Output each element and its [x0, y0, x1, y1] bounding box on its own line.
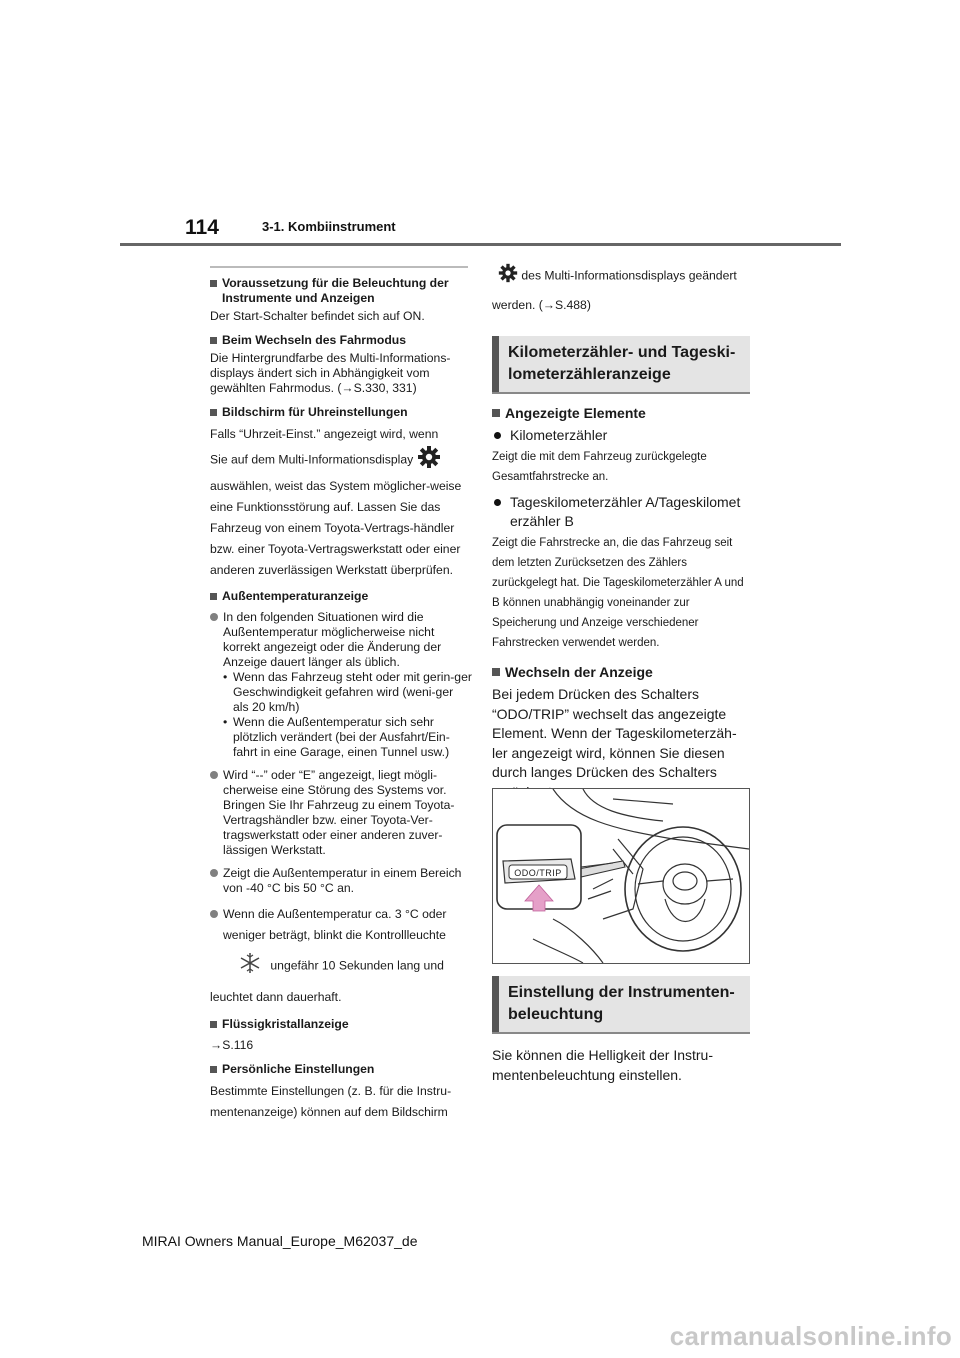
subsection-heading: Außentemperaturanzeige [210, 589, 472, 604]
right-column-lower [492, 976, 750, 1085]
list-item: Wenn die Außentemperatur ca. 3 °C oder weniger beträgt, blinkt die Kontrollleuchte ungefähr 10 Sekunden lang und leuchtet dann dauerhaft. [210, 907, 447, 1004]
section-title: 3-1. Kombiinstrument [262, 219, 396, 234]
paragraph: werden. (→S.488) [492, 298, 591, 312]
circle-bullet-icon [210, 910, 218, 918]
square-bullet-icon [210, 1066, 217, 1073]
subsection-heading: Flüssigkristallanzeige [210, 1017, 472, 1032]
bullet-icon [494, 432, 501, 439]
square-bullet-icon [210, 593, 217, 600]
circle-bullet-icon [210, 613, 218, 621]
subsection-heading: Beim Wechseln des Fahrmodus [210, 333, 472, 348]
header-divider [120, 243, 841, 246]
right-column [492, 260, 750, 802]
subsection-heading: Voraussetzung für die Beleuchtung der Instrumente und Anzeigen [210, 276, 472, 306]
list-item: • Wenn das Fahrzeug steht oder mit gerin-ger Geschwindigkeit gefahren wird (weni-ger als 20 km/h) [223, 670, 472, 714]
section-banner [492, 976, 750, 1034]
paragraph: Bei jedem Drücken des Schalters “ODO/TRIP” wechselt das angezeigte Element. Wenn der Tageskilometerzäh-ler angezeigt wird, können Sie diesen durch langes Drücken des Schalters [492, 686, 737, 780]
left-column [210, 266, 472, 1123]
paragraph: Bestimmte Einstellungen (z. B. für die Instru-mentenanzeige) können auf dem Bildschirm [210, 1084, 452, 1119]
list-item: Kilometerzähler [492, 426, 750, 445]
list-item: Wird “--” oder “E” angezeigt, liegt mögli-cherweise eine Störung des Systems vor. Bringen Sie Ihr Fahrzeug zu einem Toyota-Vertragshändler bzw. einer Toyota-Ver-tragswerkstatt oder einer anderen zuver-lässigen Werkstatt. [210, 768, 472, 858]
odo-trip-illustration [492, 788, 750, 964]
square-bullet-icon [492, 668, 500, 676]
circle-bullet-icon [210, 771, 218, 779]
list-item: In den folgenden Situationen wird die Außentemperatur möglicherweise nicht korrekt angezeigt oder die Änderung der Anzeige dauert länger als üblich. • Wenn das Fahrzeug steht oder mit gerin-ger Geschwindigkeit gefahren wird (weni-ger als 20 km/h) • Wenn die Außentemperatur sich sehr plötzlich verändert (bei der Ausfahrt/Ein-fahrt in eine Garage, einen Tunnel usw.) [210, 610, 472, 760]
gear-icon [417, 445, 441, 476]
column-top-rule [210, 266, 468, 268]
square-bullet-icon [210, 1021, 217, 1028]
paragraph: Zeigt die mit dem Fahrzeug zurückgelegte Gesamtfahrstrecke an. [492, 451, 707, 483]
square-bullet-icon [210, 280, 217, 287]
list-item: Tageskilometerzähler A/Tageskilomet erzähler B [492, 493, 750, 531]
paragraph: Sie können die Helligkeit der Instru-mentenbeleuchtung einstellen. [492, 1047, 714, 1083]
subsection-heading: Angezeigte Elemente [492, 404, 750, 422]
list-item: • Wenn die Außentemperatur sich sehr plötzlich verändert (bei der Ausfahrt/Ein-fahrt in eine Garage, einen Tunnel usw.) [223, 715, 450, 759]
ice-warning-icon [239, 952, 261, 981]
square-bullet-icon [492, 409, 500, 417]
paragraph: Die Hintergrundfarbe des Multi-Informations-displays ändert sich in Abhängigkeit vom gewählten Fahrmodus. (→S.330, 331) [210, 351, 451, 395]
section-banner [492, 336, 750, 394]
paragraph: Zeigt die Fahrstrecke an, die das Fahrzeug seit dem letzten Zurücksetzen des Zählers zurückgelegt hat. Die Tageskilometerzähler A und B können unabhängig voneinander zur Speicherung und Anzeige verschiedener Fahrstrecken verwendet werden. [492, 537, 744, 649]
banner-title: Einstellung der Instrumenten-beleuchtung [508, 984, 735, 1023]
subsection-heading: Wechseln der Anzeige [492, 663, 750, 681]
circle-bullet-icon [210, 869, 218, 877]
manual-title: MIRAI Owners Manual_Europe_M62037_de [142, 1233, 418, 1249]
page-header [0, 0, 960, 250]
list-item: Zeigt die Außentemperatur in einem Bereich von -40 °C bis 50 °C an. [210, 866, 472, 896]
sub-list [223, 670, 472, 760]
bullet-icon [494, 499, 501, 506]
odo-trip-label: ODO/TRIP [514, 868, 562, 878]
paragraph: Der Start-Schalter befindet sich auf ON. [210, 309, 425, 323]
square-bullet-icon [210, 409, 217, 416]
watermark: carmanualsonline.info [669, 1321, 952, 1351]
paragraph: des Multi-Informationsdisplays geändert [492, 263, 750, 290]
gear-icon [498, 263, 518, 290]
paragraph: Falls “Uhrzeit-Einst.” angezeigt wird, wenn Sie auf dem Multi-Informationsdisplay auswählen, weist das System möglicher-weise eine Funktionsstörung auf. Lassen Sie das Fahrzeug von einem Toyota-Vertrags-händler bzw. einer Toyota-Vertragswerkstatt oder einer anderen zuverlässigen Werkstatt überprüfen. [210, 427, 462, 577]
paragraph: →S.116 [210, 1038, 254, 1052]
page-number: 114 [185, 216, 219, 239]
banner-title: Kilometerzähler- und Tageski-lometerzähleranzeige [508, 344, 736, 383]
subsection-heading: Persönliche Einstellungen [210, 1062, 472, 1077]
subsection-heading: Bildschirm für Uhreinstellungen [210, 405, 472, 420]
square-bullet-icon [210, 337, 217, 344]
